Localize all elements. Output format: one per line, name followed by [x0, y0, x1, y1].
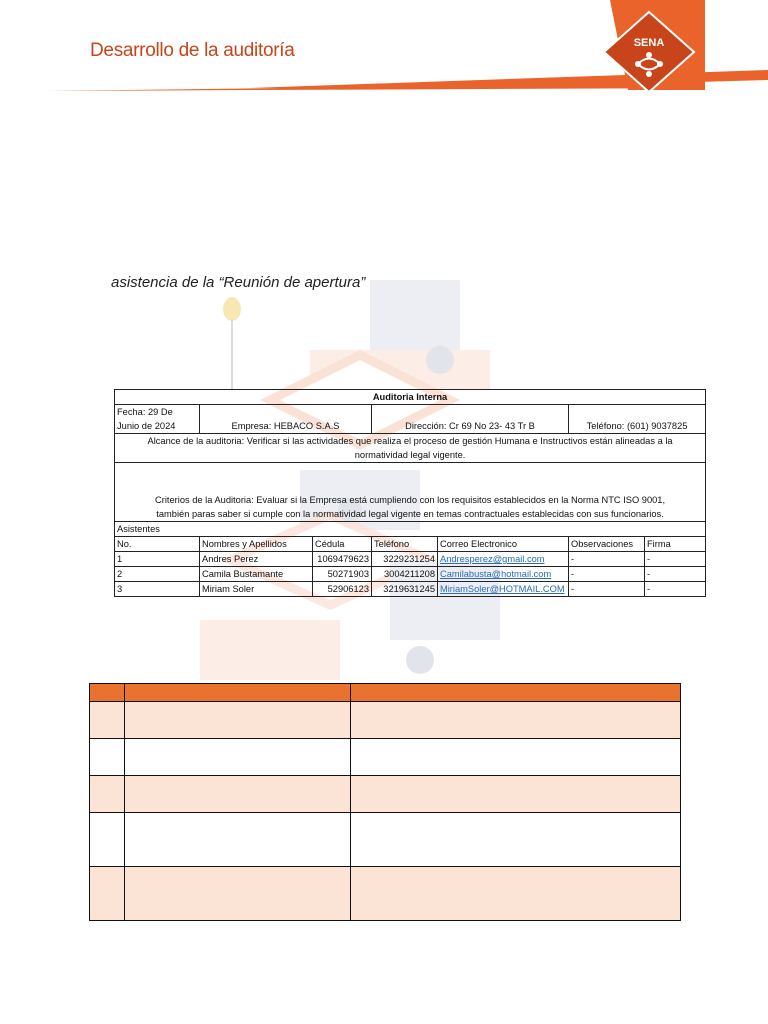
template-header-cell: [90, 684, 125, 702]
empty-template-table: [89, 683, 681, 921]
row-observaciones: -: [569, 582, 645, 597]
row-no: 3: [115, 582, 200, 597]
sena-logo-icon: [600, 8, 698, 94]
fecha-value: Junio de 2024: [115, 419, 200, 434]
row-cedula: 52906123: [313, 582, 372, 597]
template-row: [90, 813, 681, 867]
template-header-cell: [125, 684, 351, 702]
audit-table: [114, 389, 706, 597]
row-telefono: 3004211208: [372, 567, 438, 582]
template-row: [90, 867, 681, 921]
col-header: Observaciones: [569, 537, 645, 552]
table-row: [115, 567, 706, 582]
template-cell: [351, 867, 681, 921]
col-header: Firma: [645, 537, 706, 552]
template-cell: [90, 867, 125, 921]
col-header: Nombres y Apellidos: [200, 537, 313, 552]
empresa-cell-top: [200, 405, 372, 420]
criterios-line2: también paras saber si cumple con la normatividad legal vigente en temas contractuales establecidas con sus funcionarios.: [115, 507, 706, 522]
email-link[interactable]: MiriamSoler@HOTMAIL.COM: [440, 584, 565, 594]
col-header: Correo Electronico: [438, 537, 569, 552]
row-observaciones: -: [569, 552, 645, 567]
template-cell: [351, 813, 681, 867]
email-link[interactable]: Andresperez@gmail.com: [440, 554, 545, 564]
template-cell: [125, 776, 351, 813]
direccion: Dirección: Cr 69 No 23- 43 Tr B: [372, 419, 569, 434]
template-cell: [90, 776, 125, 813]
asistentes-header-row: [115, 537, 706, 552]
telefono-empresa: Teléfono: (601) 9037825: [569, 419, 706, 434]
template-header-row: [90, 684, 681, 702]
empresa: Empresa: HEBACO S.A.S: [200, 419, 372, 434]
table-row: [115, 552, 706, 567]
row-no: 1: [115, 552, 200, 567]
row-nombre: Andres Perez: [200, 552, 313, 567]
template-cell: [90, 702, 125, 739]
table-row: [115, 582, 706, 597]
asistentes-label: Asistentes: [115, 522, 706, 537]
telefono-cell-top: [569, 405, 706, 420]
alcance-line2: normatividad legal vigente.: [115, 448, 706, 463]
row-cedula: 1069479623: [313, 552, 372, 567]
template-cell: [351, 739, 681, 776]
row-correo: [438, 567, 569, 582]
template-cell: [125, 739, 351, 776]
row-correo: [438, 582, 569, 597]
row-nombre: Miriam Soler: [200, 582, 313, 597]
row-correo: [438, 552, 569, 567]
row-firma: -: [645, 552, 706, 567]
audit-title: Auditoria Interna: [115, 390, 706, 405]
direccion-cell-top: [372, 405, 569, 420]
template-row: [90, 776, 681, 813]
row-observaciones: -: [569, 567, 645, 582]
logo-text: SENA: [633, 37, 665, 49]
row-telefono: 3219631245: [372, 582, 438, 597]
col-header: Teléfono: [372, 537, 438, 552]
template-cell: [351, 702, 681, 739]
template-row: [90, 702, 681, 739]
template-cell: [90, 813, 125, 867]
row-telefono: 3229231254: [372, 552, 438, 567]
fecha-label: Fecha: 29 De: [115, 405, 200, 420]
template-cell: [125, 867, 351, 921]
row-firma: -: [645, 567, 706, 582]
template-cell: [125, 702, 351, 739]
criterios-spacer: [115, 463, 706, 494]
template-cell: [125, 813, 351, 867]
col-header: No.: [115, 537, 200, 552]
template-cell: [90, 739, 125, 776]
section-subtitle: asistencia de la “Reunión de apertura”: [111, 274, 366, 291]
template-cell: [351, 776, 681, 813]
row-cedula: 50271903: [313, 567, 372, 582]
email-link[interactable]: Camilabusta@hotmail.com: [440, 569, 552, 579]
template-row: [90, 739, 681, 776]
template-header-cell: [351, 684, 681, 702]
alcance-line1: Alcance de la auditoria: Verificar si las actividades que realiza el proceso de gestión Humana e Instructivos están alineadas a la: [115, 434, 706, 449]
criterios-line1: Criterios de la Auditoria: Evaluar si la Empresa está cumpliendo con los requisitos establecidos en la Norma NTC ISO 9001,: [115, 493, 706, 507]
lamp-icon: [212, 295, 252, 395]
col-header: Cédula: [313, 537, 372, 552]
page-title: Desarrollo de la auditoría: [90, 40, 295, 61]
row-no: 2: [115, 567, 200, 582]
row-nombre: Camila Bustamante: [200, 567, 313, 582]
row-firma: -: [645, 582, 706, 597]
